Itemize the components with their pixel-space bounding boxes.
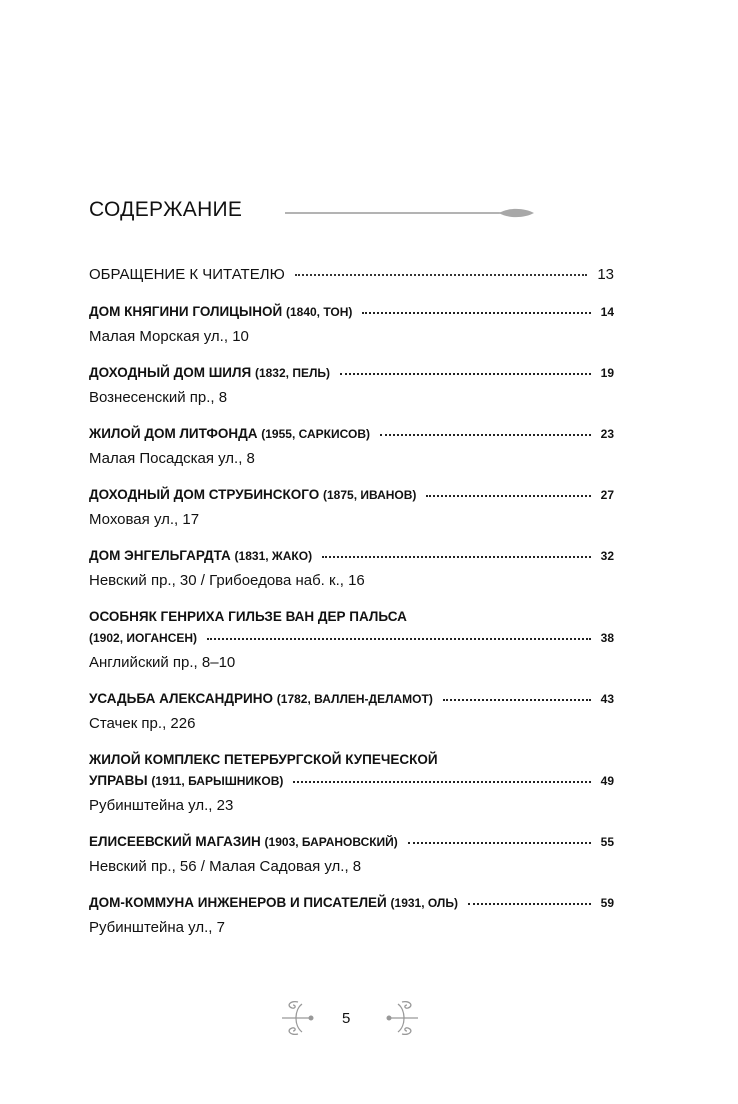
page-footer [280, 998, 420, 1038]
toc-entry-title-line1: ЖИЛОЙ КОМПЛЕКС ПЕТЕРБУРГСКОЙ КУПЕЧЕСКОЙ [89, 752, 438, 767]
toc-entry[interactable] [89, 423, 614, 470]
dot-leader [295, 274, 588, 276]
flourish-ornament-icon [280, 998, 314, 1038]
toc-entry-title-row [89, 264, 614, 285]
heading-line-ornament-icon [285, 206, 535, 220]
toc-entry-title: ЖИЛОЙ ДОМ ЛИТФОНДА (1955, САРКИСОВ) [89, 426, 370, 441]
toc-entry-title-line1: ОСОБНЯК ГЕНРИХА ГИЛЬЗЕ ВАН ДЕР ПАЛЬСА [89, 609, 407, 624]
toc-entry-address: Вознесенский пр., 8 [89, 389, 228, 406]
dot-leader [468, 903, 591, 905]
toc-entry-page: 59 [600, 896, 614, 910]
toc-entry-title-row [89, 362, 614, 384]
toc-entry-title-row [89, 301, 614, 323]
toc-entry-title-row [89, 688, 614, 710]
dot-leader [207, 638, 591, 640]
toc-entry[interactable] [89, 545, 614, 592]
dot-leader [380, 434, 591, 436]
toc-entry-title: УПРАВЫ (1911, БАРЫШНИКОВ) [89, 773, 284, 788]
toc-entry-title-row [89, 831, 614, 853]
page-title: СОДЕРЖАНИЕ [89, 198, 243, 221]
toc-entry-title: ОБРАЩЕНИЕ К ЧИТАТЕЛЮ [89, 266, 285, 283]
toc-entry-title: ДОМ КНЯГИНИ ГОЛИЦЫНОЙ (1840, ТОН) [89, 304, 353, 319]
dot-leader [362, 312, 590, 314]
toc-entry-address: Рубинштейна ул., 7 [89, 919, 225, 936]
page-number: 5 [342, 1010, 351, 1027]
toc-entry-page: 19 [600, 366, 614, 380]
toc-entry-title-row [89, 423, 614, 445]
toc-heading-row [89, 198, 535, 228]
toc-entry[interactable] [89, 484, 614, 531]
toc-entry-address: Английский пр., 8–10 [89, 654, 236, 671]
dot-leader [340, 373, 591, 375]
toc-entry-title-row [89, 770, 614, 792]
toc-entry[interactable] [89, 688, 614, 735]
toc-entry-title: ДОХОДНЫЙ ДОМ СТРУБИНСКОГО (1875, ИВАНОВ) [89, 487, 417, 502]
toc-entry-page: 55 [600, 835, 614, 849]
toc-entry-title-row [89, 627, 614, 649]
toc-entry-title: ЕЛИСЕЕВСКИЙ МАГАЗИН (1903, БАРАНОВСКИЙ) [89, 834, 398, 849]
toc-entry-address: Невский пр., 56 / Малая Садовая ул., 8 [89, 858, 362, 875]
dot-leader [443, 699, 591, 701]
toc-entry-page: 23 [600, 427, 614, 441]
toc-entry[interactable] [89, 301, 614, 348]
toc-entry-page: 32 [600, 549, 614, 563]
toc-entry-address: Стачек пр., 226 [89, 715, 196, 732]
toc-entry[interactable] [89, 362, 614, 409]
toc-entry[interactable] [89, 749, 614, 817]
toc-entry-page: 43 [600, 692, 614, 706]
toc-entry[interactable] [89, 892, 614, 939]
toc-entry-page: 27 [600, 488, 614, 502]
toc-entry-address: Малая Морская ул., 10 [89, 328, 249, 345]
toc-entry-title: ДОМ-КОММУНА ИНЖЕНЕРОВ И ПИСАТЕЛЕЙ (1931, ОЛЬ) [89, 895, 458, 910]
toc-entry[interactable] [89, 606, 614, 674]
toc-entry-address: Малая Посадская ул., 8 [89, 450, 255, 467]
dot-leader [322, 556, 591, 558]
toc-entry-title-row [89, 484, 614, 506]
toc-entry-title: ДОХОДНЫЙ ДОМ ШИЛЯ (1832, ПЕЛЬ) [89, 365, 330, 380]
toc-entry-page: 49 [600, 774, 614, 788]
table-of-contents [89, 264, 614, 953]
toc-entry-title-row [89, 545, 614, 567]
toc-entry[interactable] [89, 264, 614, 285]
toc-entry[interactable] [89, 831, 614, 878]
toc-entry-title-row [89, 892, 614, 914]
toc-entry-title: (1902, ИОГАНСЕН) [89, 631, 198, 645]
toc-entry-page: 14 [600, 305, 614, 319]
toc-entry-title: УСАДЬБА АЛЕКСАНДРИНО (1782, ВАЛЛЕН-ДЕЛАМОТ) [89, 691, 433, 706]
dot-leader [408, 842, 591, 844]
dot-leader [293, 781, 590, 783]
dot-leader [426, 495, 590, 497]
toc-entry-address: Невский пр., 30 / Грибоедова наб. к., 16 [89, 572, 365, 589]
toc-entry-address: Моховая ул., 17 [89, 511, 200, 528]
toc-entry-title: ДОМ ЭНГЕЛЬГАРДТА (1831, ЖАКО) [89, 548, 313, 563]
toc-entry-address: Рубинштейна ул., 23 [89, 797, 234, 814]
toc-entry-page: 13 [597, 266, 614, 283]
flourish-ornament-icon [386, 998, 420, 1038]
toc-entry-page: 38 [600, 631, 614, 645]
